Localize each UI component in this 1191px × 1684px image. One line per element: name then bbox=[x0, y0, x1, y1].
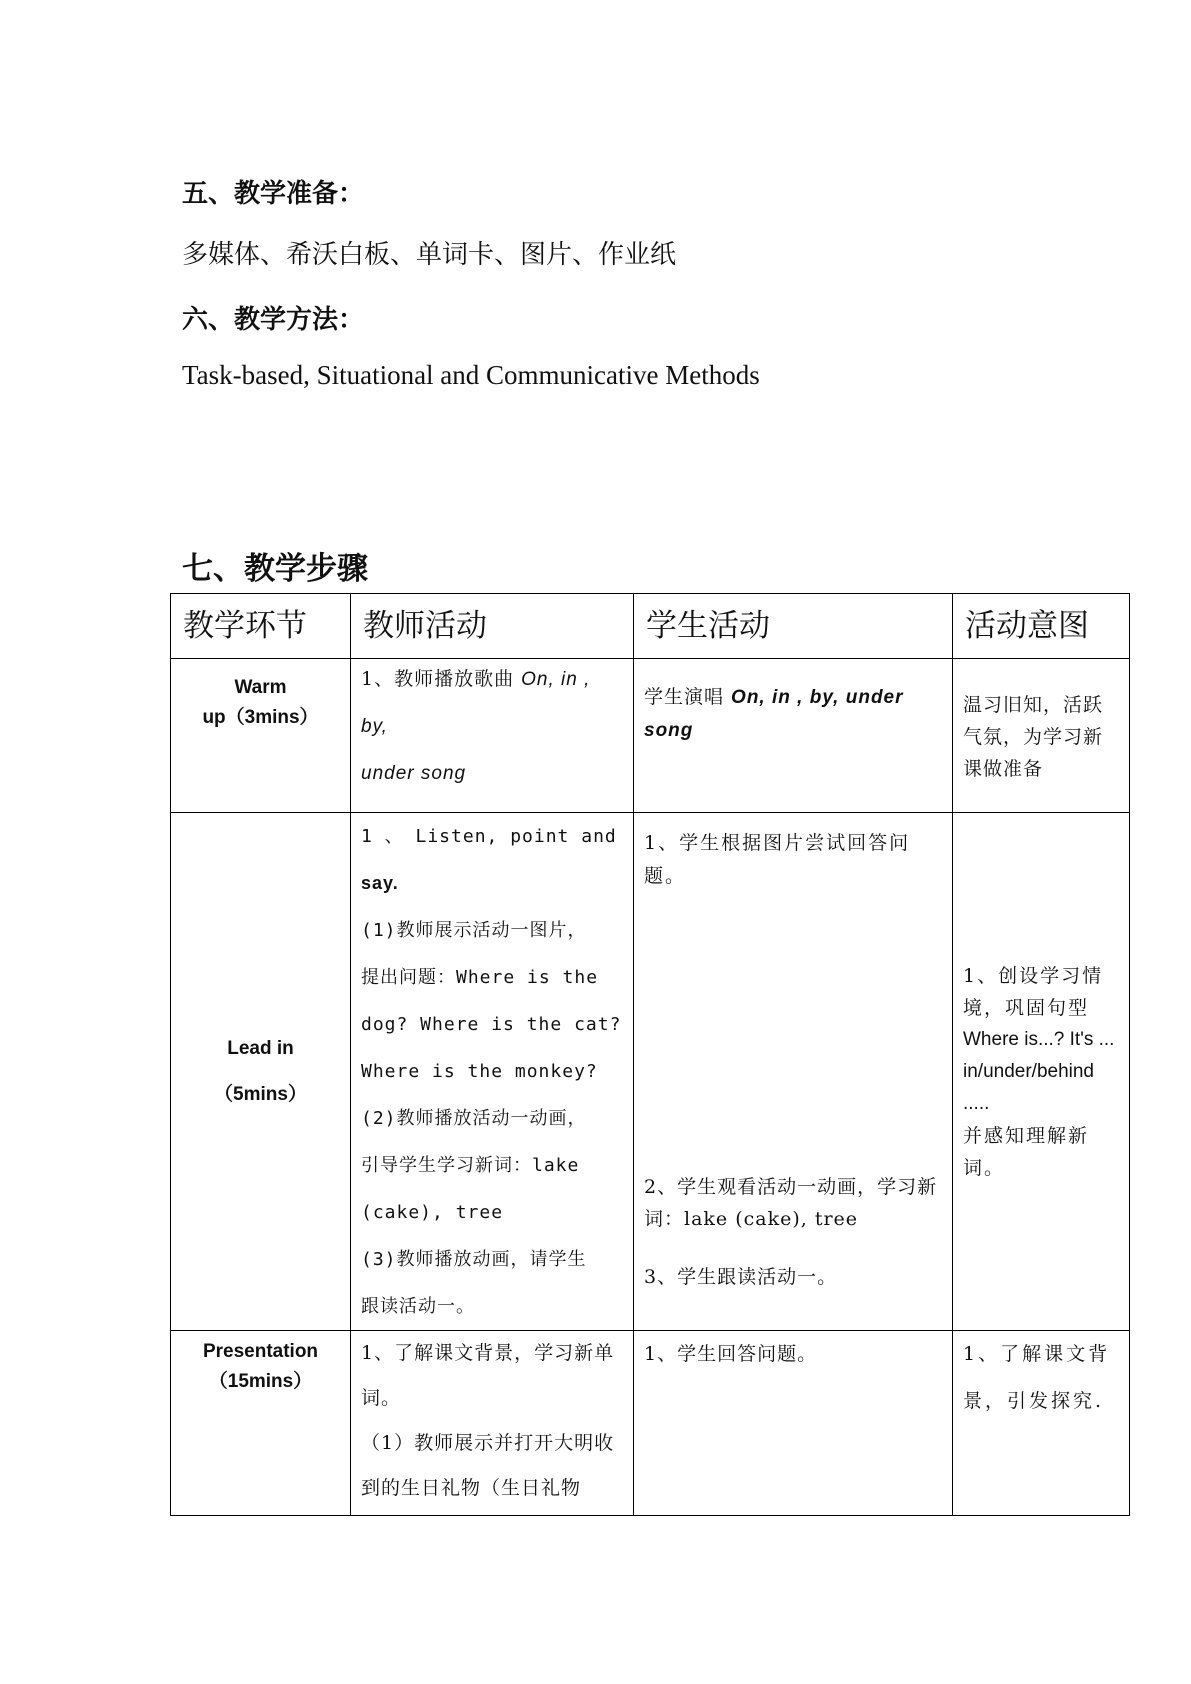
section6-text: Task-based, Situational and Communicative Methods bbox=[182, 360, 760, 390]
leadin-student-1: 1、学生根据图片尝试回答问题。 bbox=[644, 832, 911, 887]
table-row-warmup bbox=[171, 659, 1130, 813]
warmup-intent-cell bbox=[953, 659, 1130, 813]
leadin-teacher-line: say. bbox=[361, 873, 399, 893]
leadin-student-cell bbox=[634, 813, 953, 1331]
leadin-teacher-line: Where is the monkey? bbox=[361, 1061, 598, 1082]
warmup-intent: 温习旧知，活跃气氛，为学习新课做准备 bbox=[963, 694, 1104, 780]
warmup-student-song: On, in , by, under song bbox=[644, 687, 904, 741]
presentation-stage-line2: （15mins） bbox=[208, 1371, 313, 1392]
presentation-teacher-cell bbox=[351, 1331, 634, 1516]
warmup-stage-line1: Warm bbox=[234, 677, 287, 698]
leadin-teacher-line: (1)教师展示活动一图片， bbox=[361, 920, 587, 941]
warmup-stage-line2: up（3mins） bbox=[202, 707, 319, 728]
leadin-stage-line2: （5mins） bbox=[214, 1083, 307, 1105]
teaching-steps-table bbox=[170, 593, 1130, 1516]
warmup-teacher-song-b: under song bbox=[361, 763, 467, 784]
presentation-teacher-rest: （1）教师展示并打开大明收到的生日礼物（生日礼物 bbox=[361, 1432, 615, 1499]
leadin-student-3: 3、学生跟读活动一。 bbox=[644, 1266, 838, 1288]
presentation-intent: 1、了解课文背景，引发探究. bbox=[963, 1343, 1111, 1412]
leadin-stage-cell bbox=[171, 813, 351, 1331]
leadin-teacher-line: (3)教师播放动画，请学生 bbox=[361, 1249, 587, 1270]
warmup-student-prefix: 学生演唱 bbox=[644, 686, 732, 708]
leadin-teacher-cell bbox=[351, 813, 634, 1331]
leadin-teacher-line: 1 、 Listen, point and bbox=[361, 826, 617, 847]
warmup-teacher-prefix: 1、教师播放歌曲 bbox=[361, 668, 522, 690]
header-stage: 教学环节 bbox=[183, 608, 307, 644]
table-header-row bbox=[171, 594, 1130, 659]
presentation-student-cell bbox=[634, 1331, 953, 1516]
leadin-intent-c: 并感知理解新词。 bbox=[963, 1124, 1090, 1179]
leadin-intent-a: 1、创设学习情境，巩固句型 bbox=[963, 964, 1104, 1019]
presentation-stage-cell bbox=[171, 1331, 351, 1516]
table-row-leadin bbox=[171, 813, 1130, 1331]
leadin-teacher-line: (cake), tree bbox=[361, 1202, 504, 1223]
leadin-teacher-line: (2)教师播放活动一动画， bbox=[361, 1108, 587, 1129]
presentation-stage-line1: Presentation bbox=[202, 1341, 319, 1362]
presentation-teacher-bold: 1、了解课文背景，学习新单词。 bbox=[361, 1342, 615, 1409]
leadin-teacher-line: 提出问题：Where is the bbox=[361, 967, 599, 988]
section7-heading: 七、教学步骤 bbox=[182, 551, 368, 587]
section5-text: 多媒体、希沃白板、单词卡、图片、作业纸 bbox=[182, 240, 677, 270]
leadin-intent-b: Where is...? It's ... in/under/behind ..... bbox=[963, 1028, 1115, 1114]
leadin-teacher-line: 引导学生学习新词：lake bbox=[361, 1155, 580, 1176]
warmup-student-cell bbox=[634, 659, 953, 813]
leadin-teacher-line: 跟读活动一。 bbox=[361, 1296, 475, 1317]
section6-heading: 六、教学方法： bbox=[182, 305, 365, 335]
warmup-stage-cell bbox=[171, 659, 351, 813]
table-row-presentation bbox=[171, 1331, 1130, 1516]
leadin-student-2: 2、学生观看活动一动画，学习新词：lake (cake), tree bbox=[644, 1176, 938, 1230]
leadin-stage-line1: Lead in bbox=[227, 1037, 294, 1059]
header-student-activity: 学生活动 bbox=[646, 608, 770, 644]
warmup-teacher-song-a: On, in , by, bbox=[361, 669, 591, 737]
header-teacher-activity: 教师活动 bbox=[363, 608, 487, 644]
presentation-intent-cell bbox=[953, 1331, 1130, 1516]
section5-heading: 五、教学准备： bbox=[182, 179, 365, 209]
warmup-teacher-cell bbox=[351, 659, 634, 813]
leadin-teacher-line: dog? Where is the cat? bbox=[361, 1014, 622, 1035]
header-intent: 活动意图 bbox=[965, 608, 1089, 644]
leadin-intent-cell bbox=[953, 813, 1130, 1331]
presentation-student: 1、学生回答问题。 bbox=[644, 1343, 818, 1365]
